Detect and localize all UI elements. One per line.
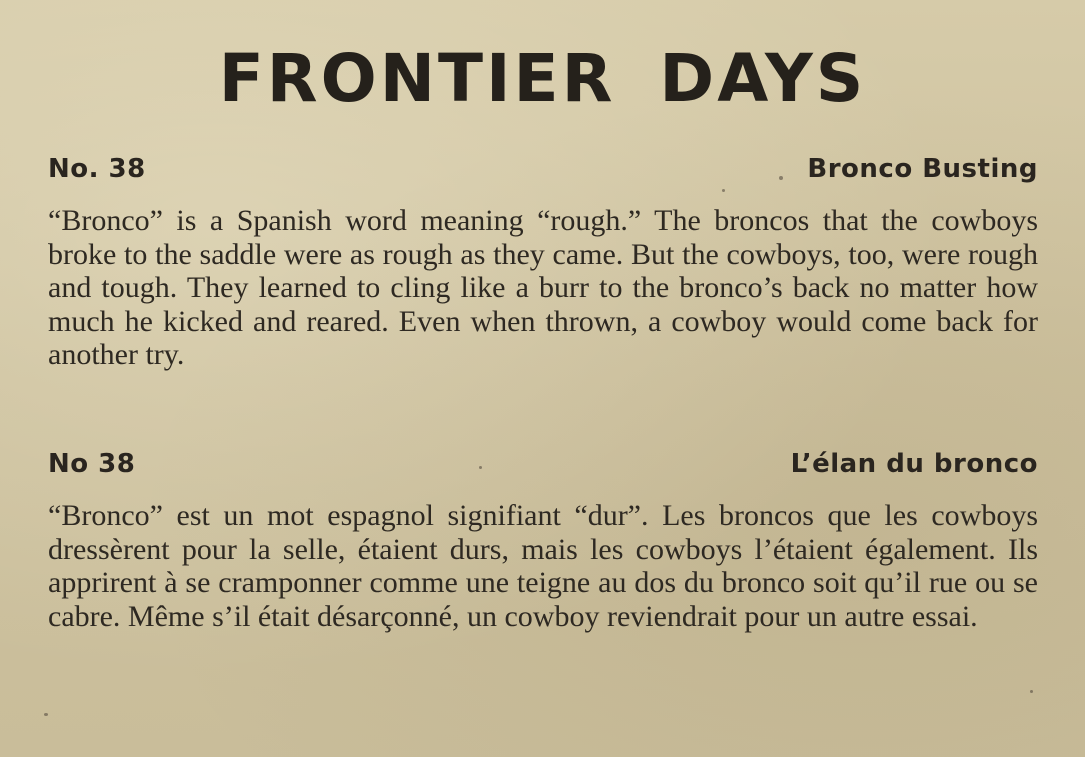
- print-speck: [479, 466, 482, 469]
- french-subtitle: L’élan du bronco: [790, 449, 1038, 479]
- print-speck: [1030, 690, 1033, 693]
- english-subtitle: Bronco Busting: [807, 154, 1038, 184]
- french-body-text: “Bronco” est un mot espagnol signifiant “dur”. Les broncos que les cowboys dressèrent pour la selle, étaient durs, mais les cowboys l’étaient également. Ils apprirent à se cramponner comme une teigne au dos du bronco soit qu’il rue ou se cabre. Même s’il était désarçonné, un cowboy reviendrait pour un autre essai.: [48, 499, 1038, 633]
- english-body-text: “Bronco” is a Spanish word meaning “rough.” The broncos that the cowboys broke to the saddle were as rough as they came. But the cowboys, too, were rough and tough. They learned to cling like a burr to the bronco’s back no matter how much he kicked and reared. Even when thrown, a cowboy would come back for another try.: [48, 204, 1038, 371]
- english-card-number: No. 38: [48, 154, 146, 184]
- card-title: FRONTIER DAYS: [218, 40, 867, 117]
- french-section: [48, 449, 1038, 633]
- print-speck: [44, 713, 48, 716]
- print-speck: [779, 176, 783, 180]
- english-header: [48, 154, 1038, 190]
- print-speck: [722, 189, 725, 192]
- english-section: [48, 154, 1038, 372]
- french-card-number: No 38: [48, 449, 136, 479]
- french-header: [48, 449, 1038, 485]
